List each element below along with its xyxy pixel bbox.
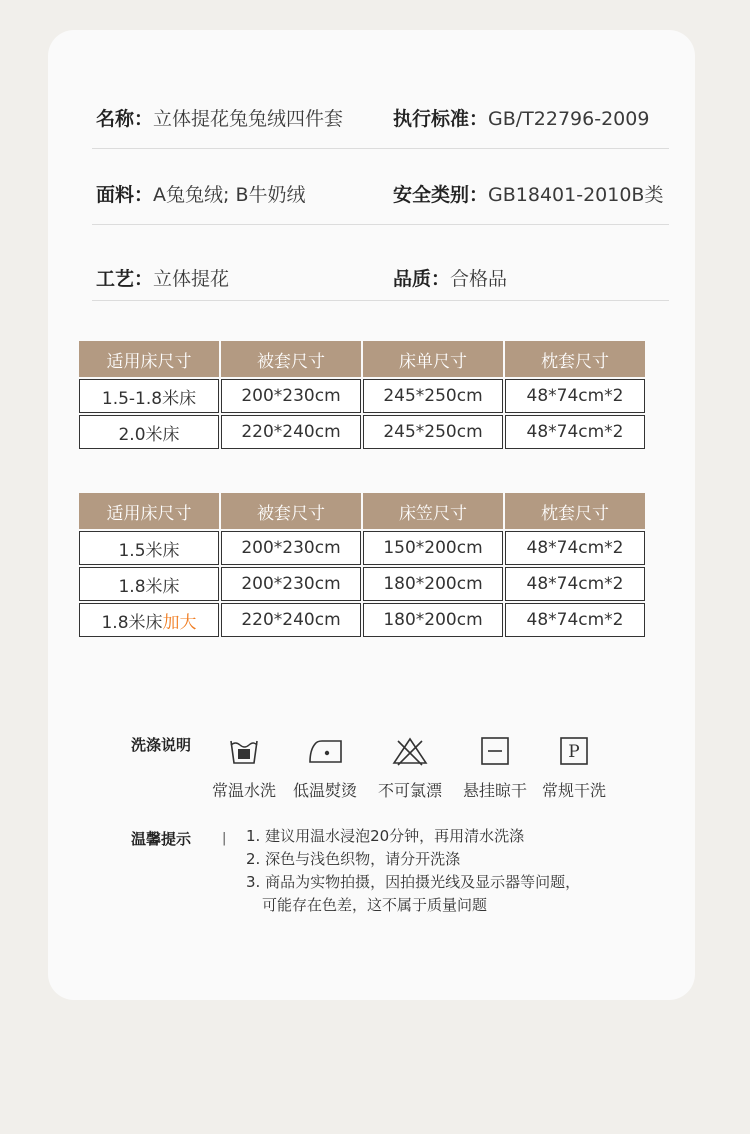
table-cell: 48*74cm*2 [505, 531, 645, 565]
tip-line: 1. 建议用温水浸泡20分钟，再用清水洗涤 [246, 827, 525, 845]
table-row [79, 603, 645, 637]
table-cell: 220*240cm [221, 415, 361, 449]
column-header: 被套尺寸 [221, 493, 361, 529]
table-cell: 245*250cm [363, 415, 503, 449]
spec-craft: 工艺：立体提花 [96, 268, 230, 290]
column-header: 适用床尺寸 [79, 341, 219, 377]
wash-label: 低温熨烫 [292, 781, 357, 800]
size-table-bedsheet [77, 339, 647, 451]
wash-item [374, 736, 446, 801]
table-cell: 200*230cm [221, 531, 361, 565]
spec-quality: 品质：合格品 [393, 268, 508, 290]
spec-fabric: 面料：A兔兔绒; B牛奶绒 [96, 184, 306, 206]
spec-safety-class: 安全类别：GB18401-2010B类 [393, 184, 664, 206]
table-cell: 48*74cm*2 [505, 415, 645, 449]
dry-clean-p-icon [559, 736, 589, 766]
table-cell: 200*230cm [221, 567, 361, 601]
wash-tub-icon [228, 736, 260, 766]
table-cell: 2.0米床 [79, 415, 219, 449]
tip-line: 2. 深色与浅色织物，请分开洗涤 [246, 850, 461, 868]
table-cell: 48*74cm*2 [505, 379, 645, 413]
tips-list [246, 825, 580, 917]
table-cell: 220*240cm [221, 603, 361, 637]
spec-standard: 执行标准：GB/T22796-2009 [393, 108, 650, 130]
table-cell: 1.5米床 [79, 531, 219, 565]
spec-name: 名称：立体提花兔兔绒四件套 [96, 108, 344, 130]
tips-separator: | [222, 831, 227, 846]
column-header: 枕套尺寸 [505, 493, 645, 529]
table-row [79, 567, 645, 601]
spec-row [92, 224, 669, 301]
tip-line: 可能存在色差，这不属于质量问题 [262, 896, 488, 914]
table-cell: 1.8米床加大 [79, 603, 219, 637]
table-cell: 48*74cm*2 [505, 603, 645, 637]
table-cell: 245*250cm [363, 379, 503, 413]
table-header-row [79, 493, 645, 529]
no-bleach-icon [392, 736, 428, 766]
column-header: 枕套尺寸 [505, 341, 645, 377]
wash-label: 悬挂晾干 [462, 781, 527, 800]
wash-label: 不可氯漂 [377, 781, 442, 800]
wash-label: 常温水洗 [211, 781, 276, 800]
table-header-row [79, 341, 645, 377]
hang-dry-icon [480, 736, 510, 766]
wash-instructions-title: 洗涤说明 [131, 736, 192, 754]
wash-item [538, 736, 610, 801]
column-header: 被套尺寸 [221, 341, 361, 377]
table-cell: 200*230cm [221, 379, 361, 413]
product-info-card [48, 30, 695, 1000]
spec-row [92, 148, 669, 225]
table-cell: 1.8米床 [79, 567, 219, 601]
tip-line: 3. 商品为实物拍摄，因拍摄光线及显示器等问题， [246, 873, 581, 891]
table-cell: 48*74cm*2 [505, 567, 645, 601]
table-cell: 150*200cm [363, 531, 503, 565]
wash-item [208, 736, 280, 801]
iron-low-icon [307, 736, 343, 766]
column-header: 床单尺寸 [363, 341, 503, 377]
table-row [79, 379, 645, 413]
table-cell: 180*200cm [363, 603, 503, 637]
wash-item [289, 736, 361, 801]
tips-title: 温馨提示 [131, 830, 192, 848]
size-table-fitted-sheet [77, 491, 647, 639]
table-row [79, 415, 645, 449]
oversize-highlight: 加大 [162, 612, 197, 633]
svg-text:P: P [568, 742, 580, 762]
table-cell: 180*200cm [363, 567, 503, 601]
column-header: 适用床尺寸 [79, 493, 219, 529]
column-header: 床笠尺寸 [363, 493, 503, 529]
wash-label: 常规干洗 [541, 781, 606, 800]
table-cell: 1.5-1.8米床 [79, 379, 219, 413]
wash-item [459, 736, 531, 801]
table-row [79, 531, 645, 565]
spec-row [92, 72, 669, 149]
